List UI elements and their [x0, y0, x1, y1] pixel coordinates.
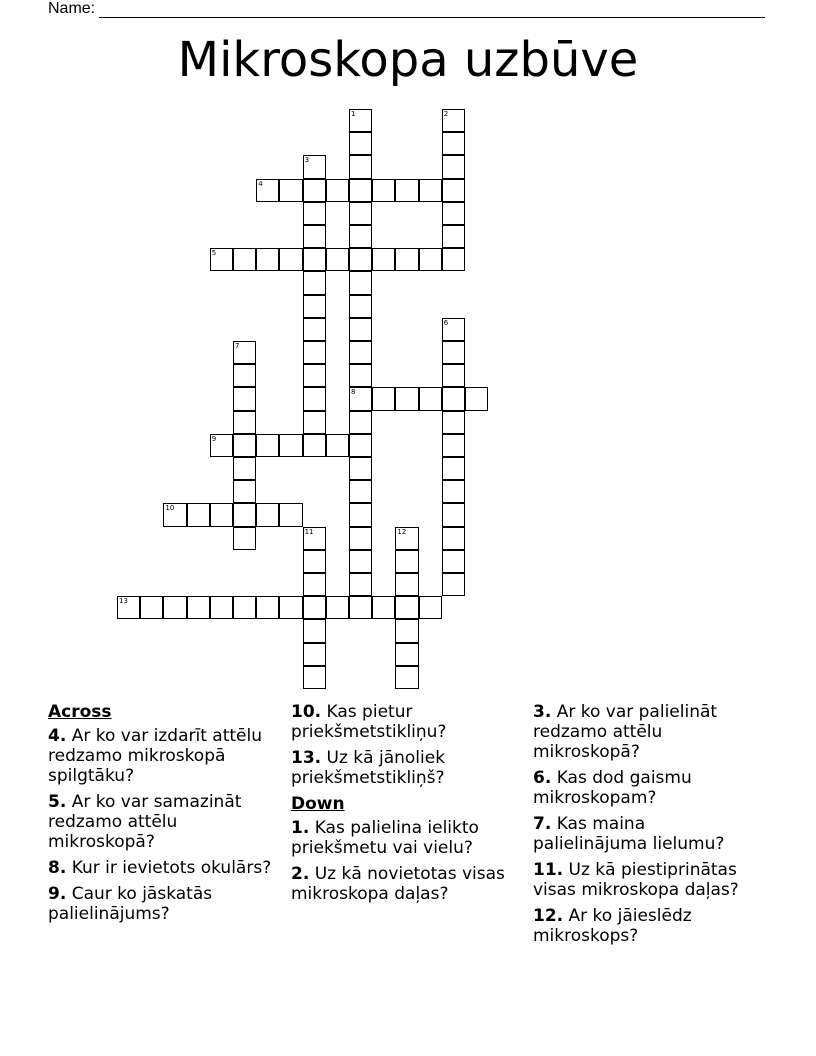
crossword-cell[interactable]	[233, 434, 256, 457]
crossword-cell[interactable]	[326, 248, 349, 271]
crossword-cell[interactable]	[442, 387, 465, 410]
crossword-cell[interactable]	[349, 411, 372, 434]
clue-down-2	[291, 864, 519, 904]
crossword-cell[interactable]	[233, 387, 256, 410]
crossword-cell[interactable]	[349, 550, 372, 573]
crossword-cell[interactable]	[187, 596, 210, 619]
cell-number: 13	[119, 597, 128, 606]
clues-column-1	[48, 702, 276, 930]
cell-number: 7	[235, 342, 240, 350]
crossword-cell[interactable]	[326, 179, 349, 202]
clue-across-10	[291, 702, 519, 742]
crossword-cell[interactable]	[349, 271, 372, 294]
clue-number: 7.	[533, 814, 552, 834]
crossword-cell[interactable]	[303, 573, 326, 596]
clue-text: Kas dod gaismu mikroskopam?	[533, 768, 692, 808]
across-heading: Across	[48, 702, 112, 722]
crossword-cell[interactable]	[349, 109, 372, 132]
crossword-cell[interactable]	[303, 364, 326, 387]
crossword-cell[interactable]	[303, 550, 326, 573]
clue-text: Ar ko jāieslēdz mikroskops?	[533, 906, 692, 946]
clue-text: Ar ko var samazināt redzamo attēlu mikroskopā?	[48, 792, 242, 852]
crossword-cell[interactable]	[349, 225, 372, 248]
crossword-cell[interactable]	[395, 387, 418, 410]
crossword-cell[interactable]	[163, 503, 186, 526]
crossword-cell[interactable]	[326, 434, 349, 457]
crossword-cell[interactable]	[256, 248, 279, 271]
crossword-cell[interactable]	[465, 387, 488, 410]
crossword-cell[interactable]	[117, 596, 140, 619]
clue-across-9	[48, 884, 276, 924]
cell-number: 4	[258, 179, 263, 188]
down-heading: Down	[291, 794, 345, 814]
crossword-cell[interactable]	[349, 179, 372, 202]
clue-down-11	[533, 860, 761, 900]
crossword-cell[interactable]	[442, 434, 465, 457]
clue-down-12	[533, 906, 761, 946]
crossword-cell[interactable]	[210, 503, 233, 526]
crossword-cell[interactable]	[395, 573, 418, 596]
crossword-cell[interactable]	[442, 550, 465, 573]
crossword-cell[interactable]	[303, 527, 326, 550]
crossword-cell[interactable]	[256, 596, 279, 619]
clue-number: 1.	[291, 818, 310, 838]
crossword-cell[interactable]	[210, 596, 233, 619]
clues-column-3	[533, 702, 761, 952]
crossword-cell[interactable]	[442, 364, 465, 387]
crossword-cell[interactable]	[442, 411, 465, 434]
crossword-cell[interactable]	[303, 643, 326, 666]
crossword-cell[interactable]	[279, 248, 302, 271]
name-underline[interactable]	[99, 3, 765, 18]
clue-down-1	[291, 818, 519, 858]
crossword-cell[interactable]	[419, 179, 442, 202]
crossword-cell[interactable]	[303, 155, 326, 178]
clue-number: 8.	[48, 858, 67, 878]
clue-across-13	[291, 748, 519, 788]
cell-number: 8	[351, 388, 356, 397]
crossword-cell[interactable]	[233, 364, 256, 387]
cell-number: 3	[304, 156, 310, 165]
crossword-cell[interactable]	[372, 248, 395, 271]
crossword-cell[interactable]	[395, 666, 418, 689]
crossword-cell[interactable]	[303, 295, 326, 318]
crossword-cell[interactable]	[349, 295, 372, 318]
clue-across-8	[48, 858, 276, 878]
crossword-cell[interactable]	[442, 527, 465, 550]
crossword-cell[interactable]	[442, 248, 465, 271]
crossword-cell[interactable]	[233, 503, 256, 526]
crossword-cell[interactable]	[442, 480, 465, 503]
clue-number: 4.	[48, 726, 67, 746]
cell-number: 11	[304, 527, 314, 536]
page-title: Mikroskopa uzbūve	[177, 32, 639, 88]
crossword-cell[interactable]	[442, 503, 465, 526]
crossword-cell[interactable]	[303, 411, 326, 434]
crossword-cell[interactable]	[256, 179, 279, 202]
crossword-cell[interactable]	[419, 387, 442, 410]
crossword-cell[interactable]	[303, 387, 326, 410]
name-field[interactable]	[48, 0, 765, 18]
crossword-cell[interactable]	[303, 434, 326, 457]
clue-across-5	[48, 792, 276, 852]
clue-text: Caur ko jāskatās palielinājums?	[48, 884, 213, 924]
crossword-cell[interactable]	[442, 457, 465, 480]
clue-number: 6.	[533, 768, 552, 788]
crossword-cell[interactable]	[303, 202, 326, 225]
crossword-cell[interactable]	[349, 318, 372, 341]
crossword-cell[interactable]	[442, 155, 465, 178]
crossword-cell[interactable]	[442, 225, 465, 248]
crossword-cell[interactable]	[442, 179, 465, 202]
clues-column-2	[291, 702, 519, 910]
crossword-cell[interactable]	[233, 527, 256, 550]
crossword-cell[interactable]	[442, 109, 465, 132]
crossword-cell[interactable]	[163, 596, 186, 619]
clue-down-7	[533, 814, 761, 854]
crossword-cell[interactable]	[349, 202, 372, 225]
crossword-cell[interactable]	[395, 527, 418, 550]
clue-down-6	[533, 768, 761, 808]
crossword-cell[interactable]	[210, 434, 233, 457]
crossword-cell[interactable]	[303, 596, 326, 619]
clue-number: 2.	[291, 864, 310, 884]
crossword-cell[interactable]	[303, 225, 326, 248]
crossword-cell[interactable]	[279, 503, 302, 526]
name-label: Name:	[48, 0, 96, 17]
clue-number: 11.	[533, 860, 564, 880]
crossword-cell[interactable]	[279, 596, 302, 619]
crossword-cell[interactable]	[349, 248, 372, 271]
crossword-cell[interactable]	[233, 411, 256, 434]
crossword-cell[interactable]	[349, 573, 372, 596]
crossword-cell[interactable]	[442, 132, 465, 155]
crossword-cell[interactable]	[303, 341, 326, 364]
crossword-cell[interactable]	[349, 434, 372, 457]
crossword-cell[interactable]	[233, 457, 256, 480]
crossword-cell[interactable]	[349, 364, 372, 387]
clue-number: 5.	[48, 792, 67, 812]
crossword-cell[interactable]	[187, 503, 210, 526]
crossword-cell[interactable]	[395, 643, 418, 666]
crossword-cell[interactable]	[372, 179, 395, 202]
crossword-cell[interactable]	[395, 179, 418, 202]
crossword-cell[interactable]	[349, 457, 372, 480]
crossword-cell[interactable]	[349, 503, 372, 526]
clue-text: Ar ko var izdarīt attēlu redzamo mikroskopā spilgtāku?	[48, 726, 262, 786]
clue-number: 10.	[291, 702, 322, 722]
crossword-cell[interactable]	[349, 387, 372, 410]
crossword-cell[interactable]	[395, 248, 418, 271]
crossword-cell[interactable]	[233, 248, 256, 271]
clue-number: 9.	[48, 884, 67, 904]
crossword-cell[interactable]	[256, 503, 279, 526]
crossword-cell[interactable]	[395, 596, 418, 619]
crossword-cell[interactable]	[372, 387, 395, 410]
cell-number: 5	[211, 249, 217, 258]
cell-number: 1	[351, 110, 356, 118]
crossword-cell[interactable]	[349, 596, 372, 619]
cell-number: 12	[397, 527, 407, 536]
crossword-cell[interactable]	[395, 619, 418, 642]
crossword-cell[interactable]	[442, 202, 465, 225]
crossword-cell[interactable]	[303, 619, 326, 642]
crossword-cell[interactable]	[372, 596, 395, 619]
clue-number: 3.	[533, 702, 552, 722]
clue-number: 13.	[291, 748, 322, 768]
crossword-cell[interactable]	[349, 155, 372, 178]
clue-number: 12.	[533, 906, 564, 926]
crossword-cell[interactable]	[233, 596, 256, 619]
crossword-cell[interactable]	[140, 596, 163, 619]
crossword-cell[interactable]	[279, 434, 302, 457]
crossword-cell[interactable]	[303, 248, 326, 271]
crossword-cell[interactable]	[303, 666, 326, 689]
crossword-cell[interactable]	[349, 341, 372, 364]
cell-number: 2	[443, 110, 449, 118]
cell-number: 10	[165, 504, 175, 513]
clue-text: Uz kā jānoliek priekšmetstikliņš?	[291, 748, 446, 788]
crossword-cell[interactable]	[256, 434, 279, 457]
crossword-cell[interactable]	[279, 179, 302, 202]
crossword-cell[interactable]	[210, 248, 233, 271]
crossword-cell[interactable]	[233, 480, 256, 503]
cell-number: 9	[211, 434, 217, 443]
crossword-cell[interactable]	[442, 318, 465, 341]
cell-number: 6	[443, 318, 449, 327]
clue-text: Uz kā novietotas visas mikroskopa daļas?	[291, 864, 505, 904]
crossword-cell[interactable]	[326, 596, 349, 619]
crossword-cell[interactable]	[349, 527, 372, 550]
crossword-cell[interactable]	[419, 248, 442, 271]
clue-text: Kur ir ievietots okulārs?	[71, 858, 272, 878]
clue-text: Ar ko var palielināt redzamo attēlu mikroskopā?	[533, 702, 718, 762]
crossword-cell[interactable]	[442, 341, 465, 364]
crossword-cell[interactable]	[303, 179, 326, 202]
crossword-cell[interactable]	[233, 341, 256, 364]
crossword-cell[interactable]	[419, 596, 442, 619]
clue-across-4	[48, 726, 276, 786]
crossword-cell[interactable]	[303, 318, 326, 341]
clue-text: Uz kā piestiprinātas visas mikroskopa daļas?	[533, 860, 739, 900]
crossword-cell[interactable]	[395, 550, 418, 573]
clue-text: Kas maina palielinājuma lielumu?	[533, 814, 725, 854]
clue-down-3	[533, 702, 761, 762]
crossword-cell[interactable]	[303, 271, 326, 294]
clue-text: Kas pietur priekšmetstikliņu?	[291, 702, 447, 742]
crossword-cell[interactable]	[349, 132, 372, 155]
crossword-cell[interactable]	[349, 480, 372, 503]
clue-text: Kas palielina ielikto priekšmetu vai vielu?	[291, 818, 479, 858]
crossword-cell[interactable]	[442, 573, 465, 596]
